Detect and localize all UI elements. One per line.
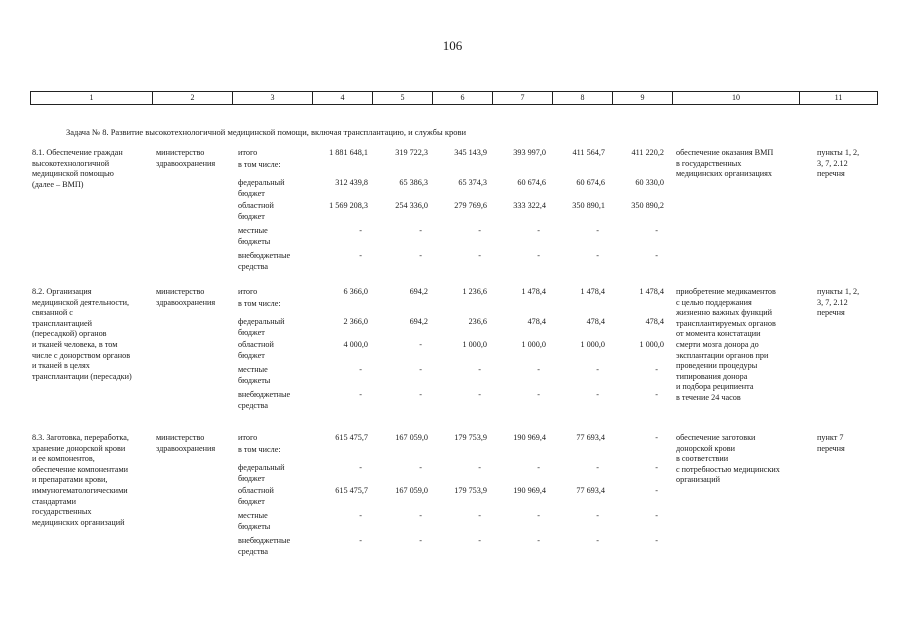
value-federal: 694,2 (409, 317, 428, 326)
row-label-regional: бюджет (238, 496, 265, 506)
row-label-regional: бюджет (238, 350, 265, 360)
column-number: 7 (493, 92, 553, 105)
activity-name-line: (пересадкой) органов (32, 329, 107, 339)
row-label-total: итого (238, 433, 258, 442)
row-label-regional: областной (238, 340, 274, 349)
value-extra-dash: - (596, 251, 599, 260)
value-regional: 1 000,0 (462, 340, 487, 349)
row-label-regional: областной (238, 201, 274, 210)
activity-name-line: 8.1. Обеспечение граждан (32, 148, 123, 157)
value-federal: 478,4 (645, 317, 664, 326)
value-extra-dash: - (596, 390, 599, 399)
executor-line: министерство (156, 148, 205, 157)
activity-name-line: и тканей человека, в том (32, 340, 118, 349)
points-line: пункты 1, 2, (817, 148, 860, 157)
row-label-federal: федеральный (238, 178, 285, 187)
value-regional: 77 693,4 (576, 486, 605, 495)
value-regional: 350 890,1 (572, 201, 605, 210)
value-regional: 254 336,0 (395, 201, 428, 210)
row-label-extra: средства (238, 546, 269, 556)
value-local-dash: - (359, 511, 362, 520)
value-total: 615 475,7 (335, 433, 368, 442)
executor-line: здравоохранения (156, 297, 216, 307)
row-label-federal: федеральный (238, 317, 285, 326)
value-local-dash: - (655, 511, 658, 520)
activity-name-line: (далее – ВМП) (32, 179, 84, 189)
value-local-dash: - (537, 365, 540, 374)
value-extra-dash: - (655, 390, 658, 399)
value-total: 411 220,2 (631, 148, 664, 157)
column-number: 11 (800, 92, 878, 105)
value-total: 77 693,4 (576, 433, 605, 442)
row-label-extra: средства (238, 261, 269, 271)
activity-name-line: стандартами (32, 496, 76, 506)
value-regional: 279 769,6 (454, 201, 487, 210)
activity-name-line: государственных (32, 507, 92, 517)
activity-name-line: связанной с (32, 308, 73, 318)
value-federal: 60 674,6 (517, 178, 546, 187)
activity-name-line: 8.2. Организация (32, 287, 92, 296)
value-federal: 60 330,0 (635, 178, 664, 187)
activity-name-line: и препаратами крови, (32, 475, 108, 485)
points-line: 3, 7, 2.12 (817, 297, 848, 307)
row-label-local: местные (238, 511, 268, 520)
value-local-dash: - (359, 226, 362, 235)
value-federal: 60 674,6 (576, 178, 605, 187)
row-label-extra: средства (238, 400, 269, 410)
column-header-table (30, 91, 878, 105)
value-local-dash: - (537, 511, 540, 520)
value-federal: 65 386,3 (399, 178, 428, 187)
value-local-dash: - (419, 226, 422, 235)
activity-name-line: хранение донорской крови (32, 443, 126, 453)
column-number-row (31, 92, 878, 105)
value-total: 319 722,3 (395, 148, 428, 157)
value-total: 179 753,9 (454, 433, 487, 442)
value-extra-dash: - (359, 536, 362, 545)
value-regional: 350 890,2 (631, 201, 664, 210)
value-federal: 312 439,8 (335, 178, 368, 187)
value-extra-dash: - (419, 390, 422, 399)
value-total: 393 997,0 (513, 148, 546, 157)
activity-name-line: медицинской деятельности, (32, 297, 130, 307)
value-regional: - (419, 340, 422, 349)
row-label-local: местные (238, 226, 268, 235)
value-regional: 190 969,4 (513, 486, 546, 495)
value-total: - (655, 433, 658, 442)
task-title: Задача № 8. Развитие высокотехнологичной медицинской помощи, включая трансплантацию, и службы крови (66, 127, 467, 137)
value-federal: 478,4 (527, 317, 546, 326)
value-regional: 167 059,0 (395, 486, 428, 495)
row-label-total: итого (238, 287, 258, 296)
row-label-extra: внебюджетные (238, 390, 291, 399)
result-line: смерти мозга донора до (676, 340, 759, 349)
activity-name-line: и тканей в целях (32, 361, 90, 371)
value-local-dash: - (478, 365, 481, 374)
activity-name-line: трансплантацией (32, 318, 92, 328)
executor-line: министерство (156, 433, 205, 442)
value-federal: 65 374,3 (458, 178, 487, 187)
value-local-dash: - (419, 511, 422, 520)
value-extra-dash: - (478, 251, 481, 260)
result-line: в течение 24 часов (676, 393, 741, 402)
value-regional: 4 000,0 (343, 340, 368, 349)
executor-line: здравоохранения (156, 158, 216, 168)
row-label-extra: внебюджетные (238, 251, 291, 260)
result-line: жизненно важных функций (676, 308, 772, 318)
value-federal: - (359, 463, 362, 472)
row-label-total: итого (238, 148, 258, 157)
value-total: 1 881 648,1 (329, 148, 368, 157)
points-line: 3, 7, 2.12 (817, 158, 848, 168)
page-number: 106 (442, 38, 463, 53)
value-extra-dash: - (537, 390, 540, 399)
value-total: 1 478,4 (580, 287, 605, 296)
points-line: пункт 7 (817, 433, 844, 442)
row-label-local: бюджеты (238, 375, 271, 385)
value-federal: 236,6 (468, 317, 487, 326)
value-total: 1 478,4 (639, 287, 664, 296)
result-line: в соответствии (676, 454, 729, 464)
value-local-dash: - (478, 226, 481, 235)
activity-name-line: обеспечение компонентами (32, 464, 129, 474)
value-local-dash: - (478, 511, 481, 520)
value-extra-dash: - (359, 390, 362, 399)
value-regional: 1 000,0 (521, 340, 546, 349)
value-regional: 1 000,0 (639, 340, 664, 349)
column-number: 3 (233, 92, 313, 105)
column-number: 6 (433, 92, 493, 105)
row-label-federal: бюджет (238, 473, 265, 483)
activity-name-line: 8.3. Заготовка, переработка, (32, 433, 129, 442)
column-number: 4 (313, 92, 373, 105)
row-label-federal: федеральный (238, 463, 285, 472)
row-label-local: бюджеты (238, 236, 271, 246)
result-line: и подбора реципиента (676, 382, 754, 392)
value-federal: - (537, 463, 540, 472)
result-line: эксплантации органов при (676, 350, 769, 360)
row-label-federal: бюджет (238, 327, 265, 337)
value-extra-dash: - (478, 390, 481, 399)
value-regional: 1 569 208,3 (329, 201, 368, 210)
result-line: обеспечение заготовки (676, 433, 756, 442)
points-line: перечня (817, 443, 845, 453)
value-extra-dash: - (596, 536, 599, 545)
activity-name-line: медицинской помощью (32, 169, 114, 179)
result-line: обеспечение оказания ВМП (676, 148, 774, 157)
result-line: приобретение медикаментов (676, 287, 776, 296)
column-number: 10 (673, 92, 800, 105)
value-local-dash: - (596, 226, 599, 235)
activity-name-line: и ее компонентов, (32, 454, 95, 464)
value-total: 167 059,0 (395, 433, 428, 442)
result-line: донорской крови (676, 443, 735, 453)
value-extra-dash: - (537, 536, 540, 545)
row-label-regional: бюджет (238, 211, 265, 221)
points-line: пункты 1, 2, (817, 287, 860, 296)
activity-name-line: медицинских организаций (32, 517, 125, 527)
value-local-dash: - (419, 365, 422, 374)
result-line: проведении процедуры (676, 361, 758, 371)
row-label-including: в том числе: (238, 444, 281, 454)
result-line: типирования донора (676, 371, 748, 381)
result-line: с потребностью медицинских (676, 464, 780, 474)
column-number: 1 (31, 92, 153, 105)
activity-name-line: иммуногематологическими (32, 486, 128, 495)
value-federal: - (655, 463, 658, 472)
activity-name-line: трансплантации (пересадки) (32, 371, 132, 381)
executor-line: здравоохранения (156, 443, 216, 453)
value-total: 1 478,4 (521, 287, 546, 296)
value-regional: 333 322,4 (513, 201, 546, 210)
value-regional: 179 753,9 (454, 486, 487, 495)
activity-name-line: высокотехнологичной (32, 158, 110, 168)
activity-name-line: числе с донорством органов (32, 350, 131, 360)
points-line: перечня (817, 169, 845, 179)
value-extra-dash: - (655, 251, 658, 260)
value-extra-dash: - (419, 251, 422, 260)
value-regional: - (655, 486, 658, 495)
value-extra-dash: - (655, 536, 658, 545)
value-federal: - (478, 463, 481, 472)
result-line: в государственных (676, 158, 742, 168)
value-total: 6 366,0 (343, 287, 368, 296)
column-number: 2 (153, 92, 233, 105)
column-number: 5 (373, 92, 433, 105)
value-federal: 2 366,0 (343, 317, 368, 326)
value-regional: 1 000,0 (580, 340, 605, 349)
executor-line: министерство (156, 287, 205, 296)
value-extra-dash: - (359, 251, 362, 260)
value-regional: 615 475,7 (335, 486, 368, 495)
row-label-including: в том числе: (238, 298, 281, 308)
column-number: 9 (613, 92, 673, 105)
points-line: перечня (817, 308, 845, 318)
row-label-local: местные (238, 365, 268, 374)
row-label-extra: внебюджетные (238, 536, 291, 545)
value-local-dash: - (655, 365, 658, 374)
result-line: трансплантируемых органов (676, 318, 776, 328)
value-total: 345 143,9 (454, 148, 487, 157)
value-local-dash: - (359, 365, 362, 374)
row-label-including: в том числе: (238, 159, 281, 169)
result-line: от момента констатации (676, 329, 761, 339)
result-line: организаций (676, 475, 720, 485)
value-extra-dash: - (478, 536, 481, 545)
value-local-dash: - (596, 365, 599, 374)
value-total: 411 564,7 (572, 148, 605, 157)
value-extra-dash: - (419, 536, 422, 545)
row-label-federal: бюджет (238, 188, 265, 198)
row-label-local: бюджеты (238, 521, 271, 531)
value-federal: 478,4 (586, 317, 605, 326)
value-local-dash: - (596, 511, 599, 520)
result-line: медицинских организациях (676, 169, 772, 179)
value-local-dash: - (655, 226, 658, 235)
value-total: 694,2 (409, 287, 428, 296)
value-total: 190 969,4 (513, 433, 546, 442)
result-line: с целью поддержания (676, 297, 752, 307)
value-extra-dash: - (537, 251, 540, 260)
column-number: 8 (553, 92, 613, 105)
value-total: 1 236,6 (462, 287, 487, 296)
value-local-dash: - (537, 226, 540, 235)
value-federal: - (419, 463, 422, 472)
row-label-regional: областной (238, 486, 274, 495)
value-federal: - (596, 463, 599, 472)
